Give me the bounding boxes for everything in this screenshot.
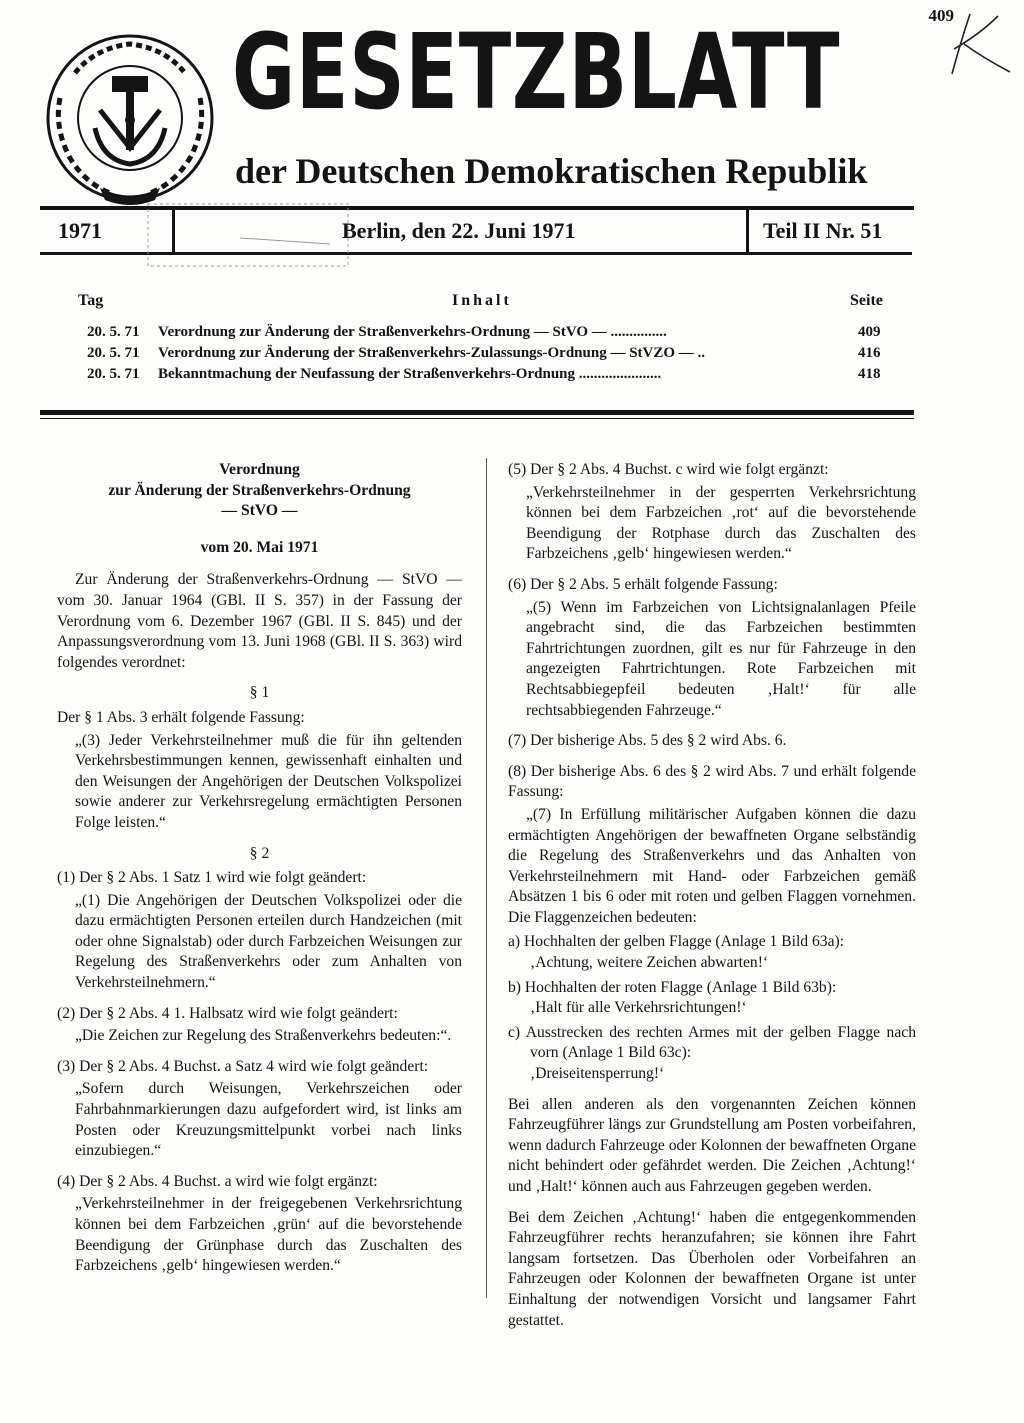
handwritten-mark [940,4,1020,94]
paragraph-lead: Der § 1 Abs. 3 erhält folgende Fassung: [57,708,305,726]
article-intro: Zur Änderung der Straßenverkehrs-Ordnung — StVO — vom 30. Januar 1964 (GBl. II S. 357) in der Fassung der Verordnung vom 6. Dezember 1967 (GBl. II S. 845) und der Anpassungsverordnung vom 13. Juni 1968 (GBl. II S. 363) wird folgendes verordnet: [57,571,462,671]
issue-year: 1971 [58,218,102,243]
contents-rule-thick [40,410,914,415]
contents-row [0,324,1024,346]
contents-page: 418 [858,366,881,382]
article-heading: Verordnung [219,461,300,478]
paragraph-lead: (6) Der § 2 Abs. 5 erhält folgende Fassung: [508,575,778,593]
list-item: b) Hochhalten der roten Flagge (Anlage 1 Bild 63b): [508,978,837,996]
issue-dateline: Berlin, den 22. Juni 1971 [342,218,576,243]
paragraph-quote: „(1) Die Angehörigen der Deutschen Volkspolizei oder die dazu ermächtigten Personen erteilen durch Handzeichen (mit oder ohne Signalstab) oder durch Farbzeichen Weisungen zur Regelung des Straßenverkehrs oder zum Anhalten von Verkehrsteilnehmern.“ [75,891,462,992]
paragraph-lead: (5) Der § 2 Abs. 4 Buchst. c wird wie folgt ergänzt: [508,461,829,478]
list-item-text: ‚Dreiseitensperrung!‘ [530,1065,665,1083]
state-emblem [40,28,220,208]
section-heading: § 2 [249,844,270,862]
paragraph-quote: „(5) Wenn im Farbzeichen von Lichtsignalanlagen Pfeile angebracht sind, die das Farbzeichen bestimmten Fahrtrichtungen zuordnen, gilt es nur für Fahrzeuge in den angezeigten Fahrtrichtungen. Rote Farbzeichen mit Rechtsabbiegepfeil bedeuten ‚Halt!‘ für alle rechtsabbiegenden Fahrzeuge.“ [526,598,916,719]
paragraph-text: Bei allen anderen als den vorgenannten Zeichen können Fahrzeugführer längs zur Grundstellung am Posten vorbeifahren, wenn dadurch Fahrzeuge oder Kolonnen der bewaffneten Organe nicht behindert oder gefährdet werden. Die Zeichen ‚Achtung!‘ und ‚Halt!‘ können auch aus Fahrzeugen gegeben werden. [508,1095,916,1195]
contents-label-page: Seite [850,292,883,309]
received-stamp [140,198,360,278]
contents-date: 20. 5. 71 [87,345,140,361]
contents-row [0,366,1024,388]
page-number: 409 [928,6,954,25]
paragraph-lead: (1) Der § 2 Abs. 1 Satz 1 wird wie folgt geändert: [57,869,367,887]
contents-row [0,345,1024,367]
paragraph-quote: „Verkehrsteilnehmer in der gesperrten Verkehrsrichtung können bei dem Farbzeichen ‚rot‘ auf die bevorstehende Beendigung der Rotphase durch das Zuschalten des Farbzeichens ‚gelb‘ hingewiesen werden.“ [526,483,916,563]
section-heading: § 1 [249,684,270,702]
paragraph-quote: „(3) Jeder Verkehrsteilnehmer muß die für ihn geltenden Verkehrsbestimmungen kennen, gewissenhaft einhalten und den Weisungen der Angehörigen der Deutschen Volkspolizei sowie anderer zur Verkehrsregelung ermächtigten Personen Folge leisten.“ [75,731,462,831]
contents-label-day: Tag [78,292,104,309]
paragraph-lead: (4) Der § 2 Abs. 4 Buchst. a wird wie folgt ergänzt: [57,1172,378,1190]
article-date: vom 20. Mai 1971 [200,538,319,556]
list-item: c) Ausstrecken des rechten Armes mit der gelben Flagge nach vorn (Anlage 1 Bild 63c): [508,1023,916,1062]
contents-title: Bekanntmachung der Neufassung der Straßenverkehrs-Ordnung ...................... [158,366,662,382]
paragraph-quote: „Sofern durch Weisungen, Verkehrszeichen oder Fahrbahnmarkierungen dazu aufgefordert wird, ist links am Posten oder Kreuzungsmittelpunkt vorbei nach links einzubiegen.“ [75,1080,462,1160]
list-item-text: ‚Halt für alle Verkehrsrichtungen!‘ [530,999,747,1017]
contents-rule-thin [40,418,914,419]
column-divider [486,458,487,1298]
paragraph-lead: (8) Der bisherige Abs. 6 des § 2 wird Abs. 7 und erhält folgende Fassung: [508,762,916,801]
header-divider-right [746,208,749,255]
paragraph-quote: „Die Zeichen zur Regelung des Straßenverkehrs bedeuten:“. [75,1027,452,1045]
contents-date: 20. 5. 71 [87,324,140,340]
left-column [57,460,462,1287]
list-item: a) Hochhalten der gelben Flagge (Anlage 1 Bild 63a): [508,933,845,951]
list-item-text: ‚Achtung, weitere Zeichen abwarten!‘ [530,954,769,972]
paragraph-quote: „Verkehrsteilnehmer in der freigegebenen Verkehrsrichtung können bei dem Farbzeichen ‚grün‘ auf die bevorstehende Beendigung der Grünphase durch das Zuschalten des Farbzeichens ‚gelb‘ hingewiesen werden.“ [75,1195,462,1275]
article-heading: zur Änderung der Straßenverkehrs-Ordnung [108,481,411,499]
paragraph-lead: (2) Der § 2 Abs. 4 1. Halbsatz wird wie folgt geändert: [57,1004,398,1022]
paragraph-lead: (3) Der § 2 Abs. 4 Buchst. a Satz 4 wird wie folgt geändert: [57,1057,429,1075]
contents-label: Inhalt [452,292,512,309]
paragraph-text: Bei dem Zeichen ‚Achtung!‘ haben die entgegenkommenden Fahrzeugführer rechts heranzufahren; sie können ihre Fahrt langsam fortsetzen. Das Überholen oder Vorbeifahren an Fahrzeugen oder Kolonnen der bewaffneten Organe ist unter Einhaltung der notwendigen Vorsicht und langsamer Fahrt gestattet. [508,1208,916,1329]
paragraph-quote: „(7) In Erfüllung militärischer Aufgaben können die dazu ermächtigten Angehörigen der bewaffneten Organe selbständig die Regelung des Straßenverkehrs und das Anhalten von Verkehrsteilnehmern mit Hand- oder Farbzeichen gemäß Absätzen 1 bis 6 oder mit roten und gelben Flaggen vornehmen. Die Flaggenzeichen bedeuten: [508,805,916,926]
right-column [508,460,916,1341]
contents-page: 409 [858,324,881,340]
contents-date: 20. 5. 71 [87,366,140,382]
contents-title: Verordnung zur Änderung der Straßenverkehrs-Ordnung — StVO — ............... [158,324,667,340]
issue-part: Teil II Nr. 51 [763,218,883,243]
masthead-title: GESETZBLATT [232,11,841,133]
masthead-subtitle: der Deutschen Demokratischen Republik [235,151,868,191]
contents-page: 416 [858,345,881,361]
article-heading: — StVO — [221,502,298,520]
paragraph-text: (7) Der bisherige Abs. 5 des § 2 wird Abs. 6. [508,732,787,750]
contents-title: Verordnung zur Änderung der Straßenverkehrs-Zulassungs-Ordnung — StVZO — .. [158,345,706,361]
